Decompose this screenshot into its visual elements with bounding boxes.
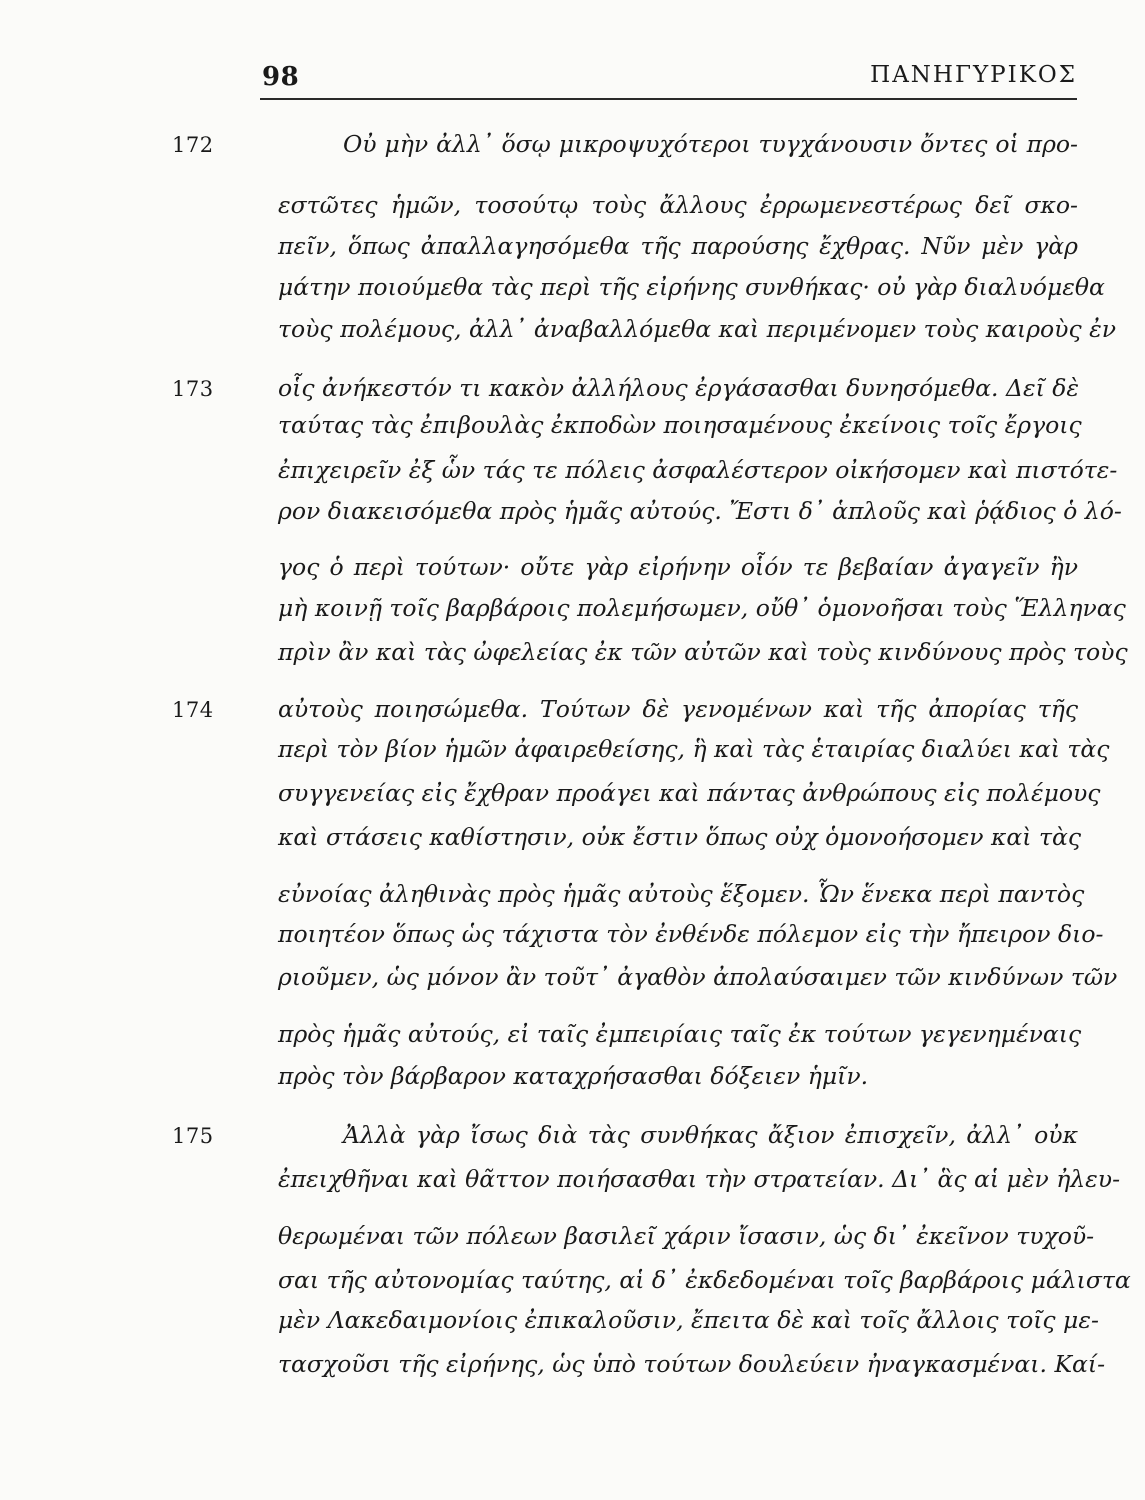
text-line-24: θερωμέναι τῶν πόλεων βασιλεῖ χάριν ἴσασιν, ὡς δι᾽ ἐκεῖνον τυχοῦ-: [278, 1222, 1095, 1250]
text-line-3: πεῖν, ὅπως ἀπαλλαγησόμεθα τῆς παρούσης ἔχθρας. Νῦν μὲν γὰρ: [278, 232, 1078, 260]
page-number: 98: [262, 62, 300, 92]
section-number-174: 174: [172, 698, 214, 722]
text-line-18: ποιητέον ὅπως ὡς τάχιστα τὸν ἐνθένδε πόλεμον εἰς τὴν ἤπειρον διο-: [278, 920, 1104, 948]
text-line-4: μάτην ποιούμεθα τὰς περὶ τῆς εἰρήνης συνθήκας· οὐ γὰρ διαλυόμεθα: [278, 273, 1105, 301]
text-line-5: τοὺς πολέμους, ἀλλ᾽ ἀναβαλλόμεθα καὶ περιμένομεν τοὺς καιροὺς ἐν: [278, 315, 1116, 343]
text-line-14: περὶ τὸν βίον ἡμῶν ἀφαιρεθείσης, ἣ καὶ τὰς ἑταιρίας διαλύει καὶ τὰς: [278, 735, 1110, 763]
text-line-8: ἐπιχειρεῖν ἐξ ὧν τάς τε πόλεις ἀσφαλέστερον οἰκήσομεν καὶ πιστότε-: [278, 456, 1118, 484]
text-line-25: σαι τῆς αὐτονομίας ταύτης, αἱ δ᾽ ἐκδεδομέναι τοῖς βαρβάροις μάλιστα: [278, 1266, 1131, 1294]
text-line-1: Οὐ μὴν ἀλλ᾽ ὅσῳ μικροψυχότεροι τυγχάνουσιν ὄντες οἱ προ-: [343, 130, 1078, 158]
text-line-16: καὶ στάσεις καθίστησιν, οὐκ ἔστιν ὅπως οὐχ ὁμονοήσομεν καὶ τὰς: [278, 823, 1081, 851]
text-line-23: ἐπειχθῆναι καὶ θᾶττον ποιήσασθαι τὴν στρατείαν. Δι᾽ ἃς αἱ μὲν ἠλευ-: [278, 1165, 1121, 1193]
section-number-175: 175: [172, 1124, 214, 1148]
text-line-17: εὐνοίας ἀληθινὰς πρὸς ἡμᾶς αὐτοὺς ἕξομεν. Ὧν ἕνεκα περὶ παντὸς: [278, 880, 1085, 908]
text-line-7: ταύτας τὰς ἐπιβουλὰς ἐκποδὼν ποιησαμένους ἐκείνοις τοῖς ἔργοις: [278, 411, 1082, 439]
text-line-9: ρον διακεισόμεθα πρὸς ἡμᾶς αὐτούς. Ἔστι δ᾽ ἁπλοῦς καὶ ῥᾴδιος ὁ λό-: [278, 497, 1122, 525]
text-line-6: οἷς ἀνήκεστόν τι κακὸν ἀλλήλους ἐργάσασθαι δυνησόμεθα. Δεῖ δὲ: [278, 374, 1080, 402]
text-line-26: μὲν Λακεδαιμονίοις ἐπικαλοῦσιν, ἔπειτα δὲ καὶ τοῖς ἄλλοις τοῖς με-: [278, 1306, 1099, 1334]
text-line-2: εστῶτες ἡμῶν, τοσούτῳ τοὺς ἄλλους ἐρρωμενεστέρως δεῖ σκο-: [278, 191, 1078, 219]
text-line-20: πρὸς ἡμᾶς αὐτούς, εἰ ταῖς ἐμπειρίαις ταῖς ἐκ τούτων γεγενημέναις: [278, 1020, 1082, 1048]
header-rule: [260, 98, 1077, 100]
section-number-172: 172: [172, 133, 214, 157]
text-line-21: πρὸς τὸν βάρβαρον καταχρήσασθαι δόξειεν ἡμῖν.: [278, 1062, 869, 1090]
text-line-12: πρὶν ἂν καὶ τὰς ὠφελείας ἐκ τῶν αὐτῶν καὶ τοὺς κινδύνους πρὸς τοὺς: [278, 638, 1128, 666]
text-line-10: γος ὁ περὶ τούτων· οὔτε γὰρ εἰρήνην οἷόν τε βεβαίαν ἀγαγεῖν ἢν: [278, 553, 1078, 581]
text-line-13: αὐτοὺς ποιησώμεθα. Τούτων δὲ γενομένων καὶ τῆς ἀπορίας τῆς: [278, 695, 1078, 723]
text-line-11: μὴ κοινῇ τοῖς βαρβάροις πολεμήσωμεν, οὔθ᾽ ὁμονοῆσαι τοὺς Ἕλληνας: [278, 594, 1126, 622]
text-line-27: τασχοῦσι τῆς εἰρήνης, ὡς ὑπὸ τούτων δουλεύειν ἠναγκασμέναι. Καί-: [278, 1350, 1106, 1378]
section-number-173: 173: [172, 377, 214, 401]
running-title: ΠΑΝΗΓΥΡΙΚΟΣ: [870, 62, 1077, 88]
text-line-15: συγγενείας εἰς ἔχθραν προάγει καὶ πάντας ἀνθρώπους εἰς πολέμους: [278, 779, 1101, 807]
text-line-19: ριοῦμεν, ὡς μόνον ἂν τοῦτ᾽ ἀγαθὸν ἀπολαύσαιμεν τῶν κινδύνων τῶν: [278, 963, 1118, 991]
text-line-22: Ἀλλὰ γὰρ ἴσως διὰ τὰς συνθήκας ἄξιον ἐπισχεῖν, ἀλλ᾽ οὐκ: [343, 1121, 1078, 1149]
